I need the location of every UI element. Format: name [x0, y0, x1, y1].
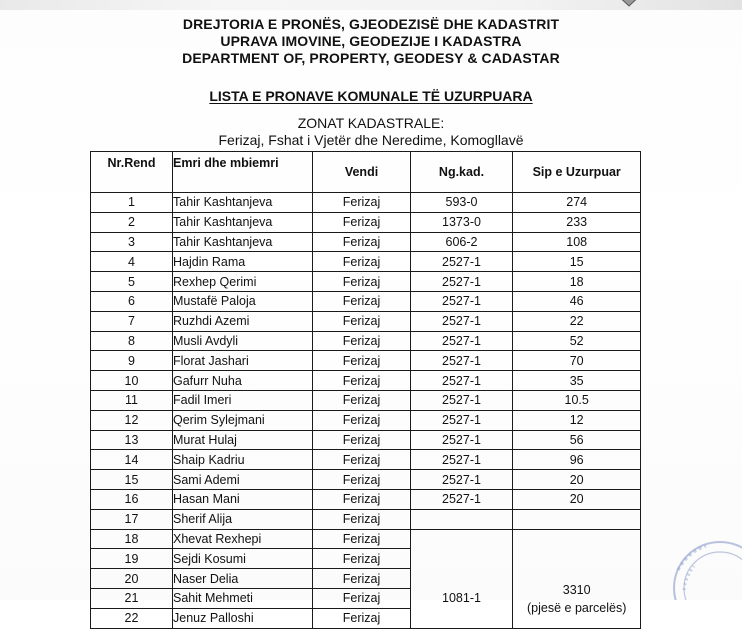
row-name: Sejdi Kosumi: [173, 549, 313, 569]
row-name: Musli Avdyli: [173, 331, 313, 351]
row-vendi: Ferizaj: [313, 608, 411, 628]
table-row: [91, 450, 641, 470]
row-vendi: Ferizaj: [313, 252, 411, 272]
row-vendi: Ferizaj: [313, 509, 411, 529]
row-number: 7: [91, 311, 173, 331]
row-number: 8: [91, 331, 173, 351]
row-number: 14: [91, 450, 173, 470]
row-sip: 22: [513, 311, 641, 331]
group-sip: [513, 529, 641, 628]
row-kad: 606-2: [411, 232, 513, 252]
row-name: Jenuz Palloshi: [173, 608, 313, 628]
row-name: Tahir Kashtanjeva: [173, 212, 313, 232]
row-name: Fadil Imeri: [173, 390, 313, 410]
row-name: Mustafë Paloja: [173, 291, 313, 311]
row-vendi: Ferizaj: [313, 212, 411, 232]
row-kad: 593-0: [411, 193, 513, 213]
row-number: 4: [91, 252, 173, 272]
row-name: Sherif Alija: [173, 509, 313, 529]
row-kad: 2527-1: [411, 489, 513, 509]
row-sip: 12: [513, 410, 641, 430]
row-sip: 46: [513, 291, 641, 311]
row-name: Tahir Kashtanjeva: [173, 232, 313, 252]
list-title-text: LISTA E PRONAVE KOMUNALE TË UZURPUARA: [209, 88, 533, 104]
row-sip: 274: [513, 193, 641, 213]
row-kad: 2527-1: [411, 430, 513, 450]
row-sip: 10.5: [513, 390, 641, 410]
row-number: 9: [91, 351, 173, 371]
row-sip: 18: [513, 272, 641, 292]
row-number: 11: [91, 390, 173, 410]
table-row: [91, 470, 641, 490]
row-number: 5: [91, 272, 173, 292]
table-body: [91, 193, 641, 629]
table-row: [91, 410, 641, 430]
row-name: Hasan Mani: [173, 489, 313, 509]
row-kad: 2527-1: [411, 311, 513, 331]
group-sip-value: 3310: [562, 582, 591, 597]
row-number: 12: [91, 410, 173, 430]
row-kad: 2527-1: [411, 331, 513, 351]
zones-label: ZONAT KADASTRALE:: [297, 115, 445, 131]
group-kad: 1081-1: [411, 529, 513, 628]
header-line-1: DREJTORIA E PRONËS, GJEODEZISË DHE KADASTRIT: [182, 16, 560, 32]
row-vendi: Ferizaj: [313, 588, 411, 608]
row-name: Naser Delia: [173, 569, 313, 589]
row-number: 1: [91, 193, 173, 213]
row-kad: 2527-1: [411, 272, 513, 292]
row-sip: 20: [513, 470, 641, 490]
row-number: 17: [91, 509, 173, 529]
header-sip: Sip e Uzurpuar: [513, 152, 641, 193]
table-row: [91, 212, 641, 232]
row-kad: 2527-1: [411, 390, 513, 410]
row-name: Qerim Sylejmani: [173, 410, 313, 430]
table-row: [91, 371, 641, 391]
row-vendi: Ferizaj: [313, 291, 411, 311]
row-vendi: Ferizaj: [313, 410, 411, 430]
table-row: [91, 272, 641, 292]
row-number: 16: [91, 489, 173, 509]
row-vendi: Ferizaj: [313, 193, 411, 213]
row-number: 13: [91, 430, 173, 450]
row-number: 2: [91, 212, 173, 232]
row-vendi: Ferizaj: [313, 331, 411, 351]
row-kad: 1373-0: [411, 212, 513, 232]
row-sip: 233: [513, 212, 641, 232]
row-name: Xhevat Rexhepi: [173, 529, 313, 549]
table-row: [91, 252, 641, 272]
table-row: [91, 291, 641, 311]
row-vendi: Ferizaj: [313, 232, 411, 252]
row-vendi: Ferizaj: [313, 529, 411, 549]
row-name: Ruzhdi Azemi: [173, 311, 313, 331]
row-number: 19: [91, 549, 173, 569]
header-kad: Ng.kad.: [411, 152, 513, 193]
list-title: [0, 88, 742, 104]
row-number: 18: [91, 529, 173, 549]
zones-names: Ferizaj, Fshat i Vjetër dhe Neredime, Komogllavë: [218, 132, 524, 148]
row-vendi: Ferizaj: [313, 450, 411, 470]
row-vendi: Ferizaj: [313, 569, 411, 589]
table-row: [91, 311, 641, 331]
row-number: 10: [91, 371, 173, 391]
row-name: Sami Ademi: [173, 470, 313, 490]
row-vendi: Ferizaj: [313, 430, 411, 450]
row-number: 6: [91, 291, 173, 311]
row-sip: 15: [513, 252, 641, 272]
table-row: [91, 232, 641, 252]
row-number: 21: [91, 588, 173, 608]
row-vendi: Ferizaj: [313, 489, 411, 509]
row-sip: 96: [513, 450, 641, 470]
row-sip: 35: [513, 371, 641, 391]
header-name: Emri dhe mbiemri: [173, 152, 313, 193]
row-name: Rexhep Qerimi: [173, 272, 313, 292]
row-kad: 2527-1: [411, 371, 513, 391]
header-line-2: UPRAVA IMOVINE, GEODEZIJE I KADASTRA: [220, 33, 522, 49]
header-vendi: Vendi: [313, 152, 411, 193]
row-number: 3: [91, 232, 173, 252]
row-vendi: Ferizaj: [313, 390, 411, 410]
row-kad: 2527-1: [411, 410, 513, 430]
row-name: Hajdin Rama: [173, 252, 313, 272]
official-stamp-partial: [648, 530, 742, 600]
row-name: Gafurr Nuha: [173, 371, 313, 391]
table-row: [91, 193, 641, 213]
row-number: 22: [91, 608, 173, 628]
group-sip-note: (pjesë e parcelës): [527, 600, 627, 615]
table-row: [91, 509, 641, 529]
row-name: Tahir Kashtanjeva: [173, 193, 313, 213]
row-kad: 2527-1: [411, 252, 513, 272]
row-kad: 2527-1: [411, 291, 513, 311]
row-sip: 52: [513, 331, 641, 351]
table-row: [91, 390, 641, 410]
row-number: 20: [91, 569, 173, 589]
table-header-row: [91, 152, 641, 193]
usurped-property-table: [90, 151, 641, 629]
row-vendi: Ferizaj: [313, 311, 411, 331]
header-line-3: DEPARTMENT OF, PROPERTY, GEODESY & CADASTAR: [182, 50, 560, 66]
table-row: [91, 351, 641, 371]
row-name: Shaip Kadriu: [173, 450, 313, 470]
row-name: Florat Jashari: [173, 351, 313, 371]
row-sip: 56: [513, 430, 641, 450]
row-vendi: Ferizaj: [313, 272, 411, 292]
row-vendi: Ferizaj: [313, 470, 411, 490]
row-kad: 2527-1: [411, 470, 513, 490]
row-sip: [513, 509, 641, 529]
row-vendi: Ferizaj: [313, 371, 411, 391]
table-row: [91, 331, 641, 351]
table-row: [91, 529, 641, 549]
table-row: [91, 430, 641, 450]
row-sip: 20: [513, 489, 641, 509]
row-number: 15: [91, 470, 173, 490]
row-vendi: Ferizaj: [313, 549, 411, 569]
table-row: [91, 489, 641, 509]
row-kad: 2527-1: [411, 351, 513, 371]
row-kad: [411, 509, 513, 529]
row-name: Sahit Mehmeti: [173, 588, 313, 608]
row-kad: 2527-1: [411, 450, 513, 470]
corner-logo-fragment: [612, 0, 646, 12]
row-name: Murat Hulaj: [173, 430, 313, 450]
row-sip: 108: [513, 232, 641, 252]
row-sip: 70: [513, 351, 641, 371]
header-nr: Nr.Rend: [91, 152, 173, 193]
row-vendi: Ferizaj: [313, 351, 411, 371]
